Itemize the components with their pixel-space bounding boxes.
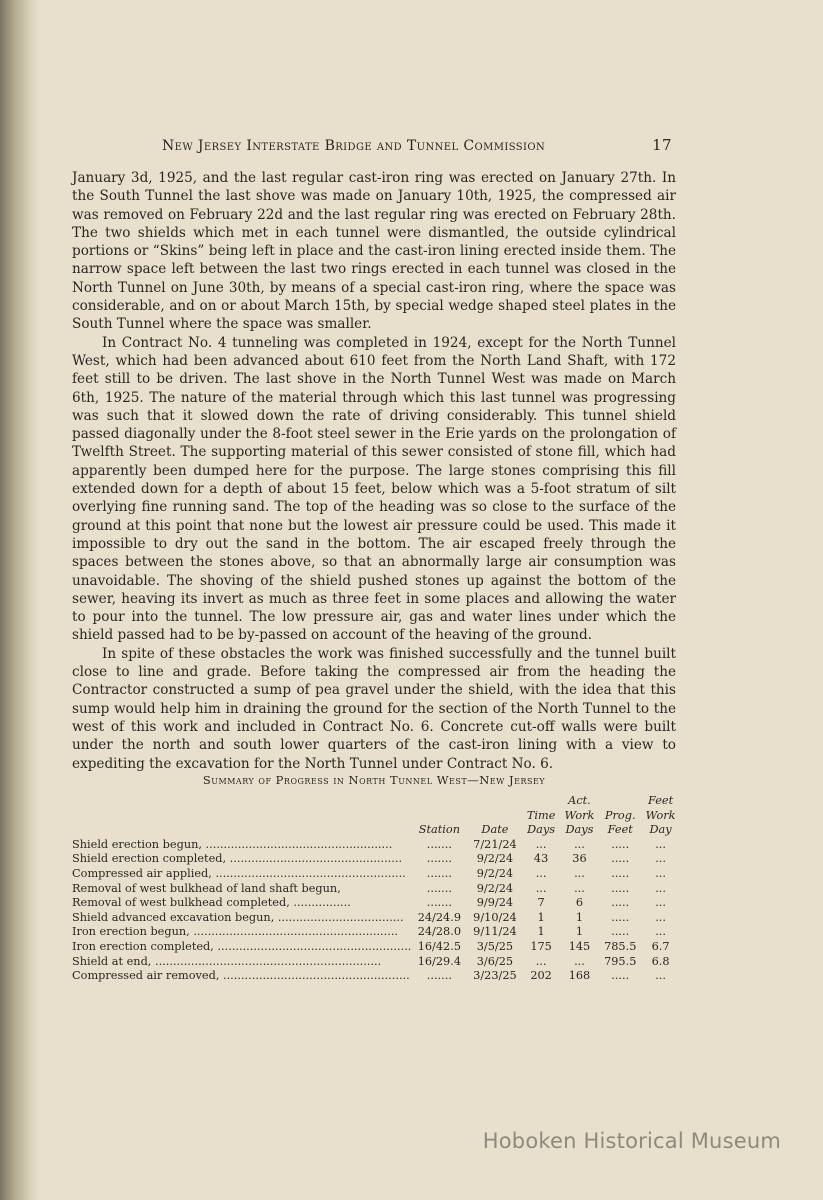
row-date: 9/2/24: [476, 852, 514, 866]
table-row: [72, 867, 680, 882]
table-row: [72, 852, 680, 867]
header-act-3: Days: [565, 823, 594, 837]
row-prog: .....: [611, 866, 630, 880]
progress-table: [72, 794, 680, 984]
header-time-1: Time: [526, 808, 556, 822]
paragraph-1: January 3d, 1925, and the last regular cast-iron ring was erected on January 27th. In the South Tunnel the last shove was made on January 10th, 1925, the compressed air was removed on February 22d and the last regular ring was erected on February 28th. The two shields which met in each tunnel were dismantled, the outside cylindrical portions or “Skins” being left in place and the cast-iron lining erected inside them. The narrow space left between the last two rings erected in each tunnel was closed in the North Tunnel on June 30th, by means of a special cast-iron ring, where the space was considerable, and on or about March 15th, by special wedge shaped steel plates in the South Tunnel where the space was smaller.: [72, 170, 676, 333]
row-fwd: ...: [655, 852, 666, 866]
table-row: [72, 925, 680, 940]
header-label-blank: [72, 794, 411, 809]
row-label: Shield erection begun, ....................................................: [72, 837, 393, 851]
row-act: 1: [575, 910, 584, 924]
table-row: [72, 955, 680, 970]
header-row-3: [72, 823, 680, 838]
table-title: Summary of Progress in North Tunnel West—New Jersey: [202, 773, 546, 787]
row-station: 16/42.5: [417, 939, 462, 953]
row-station: .......: [426, 896, 452, 910]
header-act-1: Act.: [568, 794, 591, 807]
row-act: 145: [568, 939, 591, 953]
row-station: .......: [426, 852, 452, 866]
row-time: 1: [537, 910, 545, 924]
row-label: Compressed air applied, .....................................................: [72, 866, 406, 880]
museum-watermark: Hoboken Historical Museum: [482, 1129, 781, 1153]
row-time: 43: [533, 852, 549, 866]
row-date: 9/9/24: [476, 896, 514, 910]
header-feet-2: Work: [645, 808, 676, 822]
header-act-2: Work: [564, 808, 595, 822]
header-title: New Jersey Interstate Bridge and Tunnel Commission: [162, 138, 546, 154]
row-prog: 795.5: [604, 954, 637, 968]
table-row: [72, 882, 680, 897]
row-label: Shield at end, ...............................................................: [72, 954, 382, 968]
row-time: ...: [535, 954, 547, 968]
row-act: ...: [574, 837, 585, 851]
row-act: 36: [572, 852, 587, 866]
row-act: 1: [575, 925, 584, 939]
row-label: Iron erection begun, .........................................................: [72, 925, 399, 939]
row-prog: .....: [611, 925, 630, 939]
row-prog: .....: [611, 881, 630, 895]
row-label: Compressed air removed, ....................................................: [72, 969, 410, 983]
header-prog-1: Prog.: [604, 808, 636, 822]
row-label: Removal of west bulkhead completed, ................: [72, 896, 351, 910]
row-fwd: ...: [655, 881, 666, 895]
header-feet-3: Day: [649, 823, 672, 837]
row-station: .......: [426, 866, 452, 880]
header-prog-2: Feet: [607, 823, 633, 837]
header-row-2: [72, 809, 680, 824]
row-station: 16/29.4: [417, 954, 462, 968]
row-date: 7/21/24: [473, 837, 517, 851]
row-prog: .....: [611, 837, 630, 851]
row-station: .......: [426, 969, 452, 983]
header-row-1: [72, 794, 680, 809]
body-text: [72, 169, 676, 773]
header-date: Date: [481, 823, 509, 837]
table-body: [72, 838, 680, 984]
row-time: ...: [535, 837, 547, 851]
table-header: [72, 794, 680, 838]
row-act: 168: [568, 969, 591, 983]
row-act: ...: [574, 881, 585, 895]
row-time: 175: [530, 939, 552, 953]
row-fwd: 6.7: [651, 939, 670, 953]
row-date: 3/6/25: [476, 954, 514, 968]
paragraph-2: In Contract No. 4 tunneling was completed in 1924, except for the North Tunnel West, which had been advanced about 610 feet from the North Land Shaft, with 172 feet still to be driven. The last shove in the North Tunnel West was made on March 6th, 1925. The nature of the material through which this last tunnel was progressing was such that it slowed down the rate of driving considerably. This tunnel shield passed diagonally under the 8-foot steel sewer in the Erie yards on the prolongation of Twelfth Street. The supporting material of this sewer consisted of stone fill, which had apparently been dumped here for the purpose. The large stones comprising this fill extended down for a depth of about 15 feet, below which was a 5-foot stratum of silt overlying fine running sand. The top of the heading was so close to the surface of the ground at this point that none but the lowest air pressure could be used. This made it impossible to dry out the sand in the bottom. The air escaped freely through the spaces between the stones above, so that an abnormally large air consumption was unavoidable. The shoving of the shield pushed stones up against the bottom of the sewer, heaving its invert as much as three feet in some places and allowing the water to pour into the tunnel. The low pressure air, gas and water lines under which the shield passed had to be by-passed on account of the heaving of the ground.: [72, 334, 676, 644]
row-act: ...: [574, 866, 585, 880]
row-act: ...: [574, 954, 585, 968]
page-number: 17: [652, 136, 672, 154]
header-feet-1: Feet: [648, 794, 674, 807]
table-row: [72, 838, 680, 853]
row-label: Iron erection completed, ......................................................: [72, 939, 412, 953]
row-prog: .....: [611, 910, 630, 924]
paragraph-3: In spite of these obstacles the work was finished successfully and the tunnel built close to line and grade. Before taking the compressed air from the heading the Contractor constructed a sump of pea gravel under the shield, with the idea that this sump would help him in draining the ground for the section of the North Tunnel to the west of this work and included in Contract No. 6. Concrete cut-off walls were built under the north and south lower quarters of the cast-iron lining with a view to expediting the excavation for the North Tunnel under Contract No. 6.: [72, 645, 676, 772]
row-fwd: ...: [655, 896, 666, 910]
table-row: [72, 969, 680, 984]
row-fwd: 6.8: [651, 954, 670, 968]
row-time: ...: [535, 881, 547, 895]
header-time-2: Days: [527, 823, 556, 837]
row-label: Removal of west bulkhead of land shaft begun,: [72, 881, 341, 895]
row-time: 7: [537, 896, 545, 910]
row-fwd: ...: [655, 925, 666, 939]
row-label: Shield erection completed, ................................................: [72, 852, 403, 866]
row-date: 3/23/25: [473, 969, 517, 983]
row-fwd: ...: [655, 837, 666, 851]
row-station: .......: [426, 837, 452, 851]
row-prog: .....: [611, 896, 630, 910]
row-date: 9/11/24: [473, 925, 517, 939]
row-time: ...: [535, 866, 547, 880]
row-prog: .....: [611, 852, 630, 866]
row-station: 24/28.0: [417, 925, 462, 939]
table-row: [72, 896, 680, 911]
row-prog: .....: [611, 969, 630, 983]
row-date: 9/2/24: [476, 866, 514, 880]
table-row: [72, 911, 680, 926]
row-prog: 785.5: [604, 939, 637, 953]
book-spine-shadow: [0, 0, 40, 1200]
row-fwd: ...: [655, 866, 666, 880]
row-date: 9/10/24: [473, 910, 517, 924]
row-fwd: ...: [655, 969, 666, 983]
row-act: 6: [575, 896, 584, 910]
table-row: [72, 940, 680, 955]
row-fwd: ...: [655, 910, 666, 924]
row-date: 9/2/24: [476, 881, 514, 895]
row-date: 3/5/25: [476, 939, 514, 953]
row-time: 1: [537, 925, 545, 939]
row-station: .......: [426, 881, 452, 895]
row-time: 202: [530, 969, 552, 983]
header-station: Station: [418, 823, 460, 837]
row-station: 24/24.9: [417, 910, 462, 924]
row-label: Shield advanced excavation begun, ...................................: [72, 910, 404, 924]
